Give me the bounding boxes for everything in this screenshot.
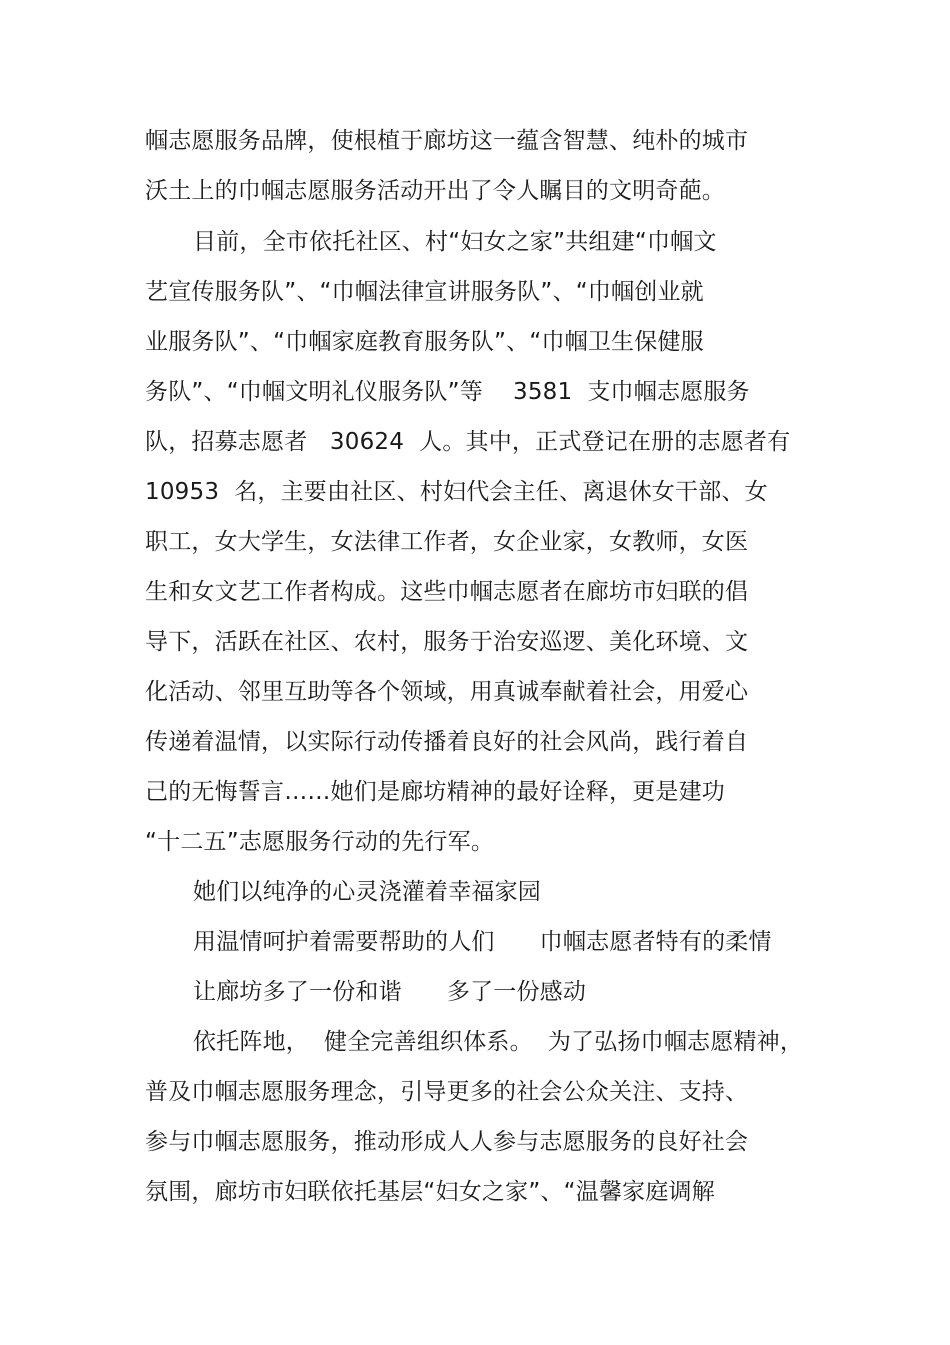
- verse-line: 让廊坊多了一份和谐 多了一份感动: [193, 979, 587, 1005]
- paragraph-line: 参与巾帼志愿服务，推动形成人人参与志愿服务的良好社会: [145, 1129, 749, 1155]
- verse-line: 她们以纯净的心灵浇灌着幸福家园: [193, 879, 541, 905]
- paragraph-line: 务队”、“巾帼文明礼仪服务队”等 3581 支巾帼志愿服务: [145, 379, 750, 405]
- paragraph-line: 艺宣传服务队”、“巾帼法律宣讲服务队”、“巾帼创业就: [145, 279, 704, 305]
- paragraph-line: 依托阵地， 健全完善组织体系。 为了弘扬巾帼志愿精神，: [193, 1029, 804, 1055]
- paragraph-line: 传递着温情，以实际行动传播着良好的社会风尚，践行着自: [145, 729, 749, 755]
- paragraph-line: “十二五”志愿服务行动的先行军。: [145, 829, 495, 855]
- paragraph-line: 队，招募志愿者 30624 人。其中，正式登记在册的志愿者有: [145, 429, 791, 455]
- paragraph-line: 帼志愿服务品牌，使根植于廊坊这一蕴含智慧、纯朴的城市: [145, 128, 749, 154]
- paragraph-line: 氛围，廊坊市妇联依托基层“妇女之家”、“温馨家庭调解: [145, 1179, 715, 1205]
- paragraph-line: 沃土上的巾帼志愿服务活动开出了令人瞩目的文明奇葩。: [145, 178, 725, 204]
- paragraph-line: 10953 名，主要由社区、村妇代会主任、离退休女干部、女: [145, 479, 768, 505]
- paragraph-line: 目前，全市依托社区、村“妇女之家”共组建“巾帼文: [193, 229, 717, 255]
- paragraph-line: 业服务队”、“巾帼家庭教育服务队”、“巾帼卫生保健服: [145, 329, 704, 355]
- paragraph-line: 导下，活跃在社区、农村，服务于治安巡逻、美化环境、文: [145, 629, 749, 655]
- paragraph-line: 己的无悔誓言……她们是廊坊精神的最好诠释，更是建功: [145, 779, 725, 805]
- paragraph-line: 化活动、邻里互助等各个领域，用真诚奉献着社会，用爱心: [145, 679, 749, 705]
- paragraph-line: 普及巾帼志愿服务理念，引导更多的社会公众关注、支持、: [145, 1079, 749, 1105]
- paragraph-line: 生和女文艺工作者构成。这些巾帼志愿者在廊坊市妇联的倡: [145, 579, 749, 605]
- paragraph-line: 职工，女大学生，女法律工作者，女企业家，女教师，女医: [145, 529, 749, 555]
- verse-line: 用温情呵护着需要帮助的人们 巾帼志愿者特有的柔情: [193, 929, 772, 955]
